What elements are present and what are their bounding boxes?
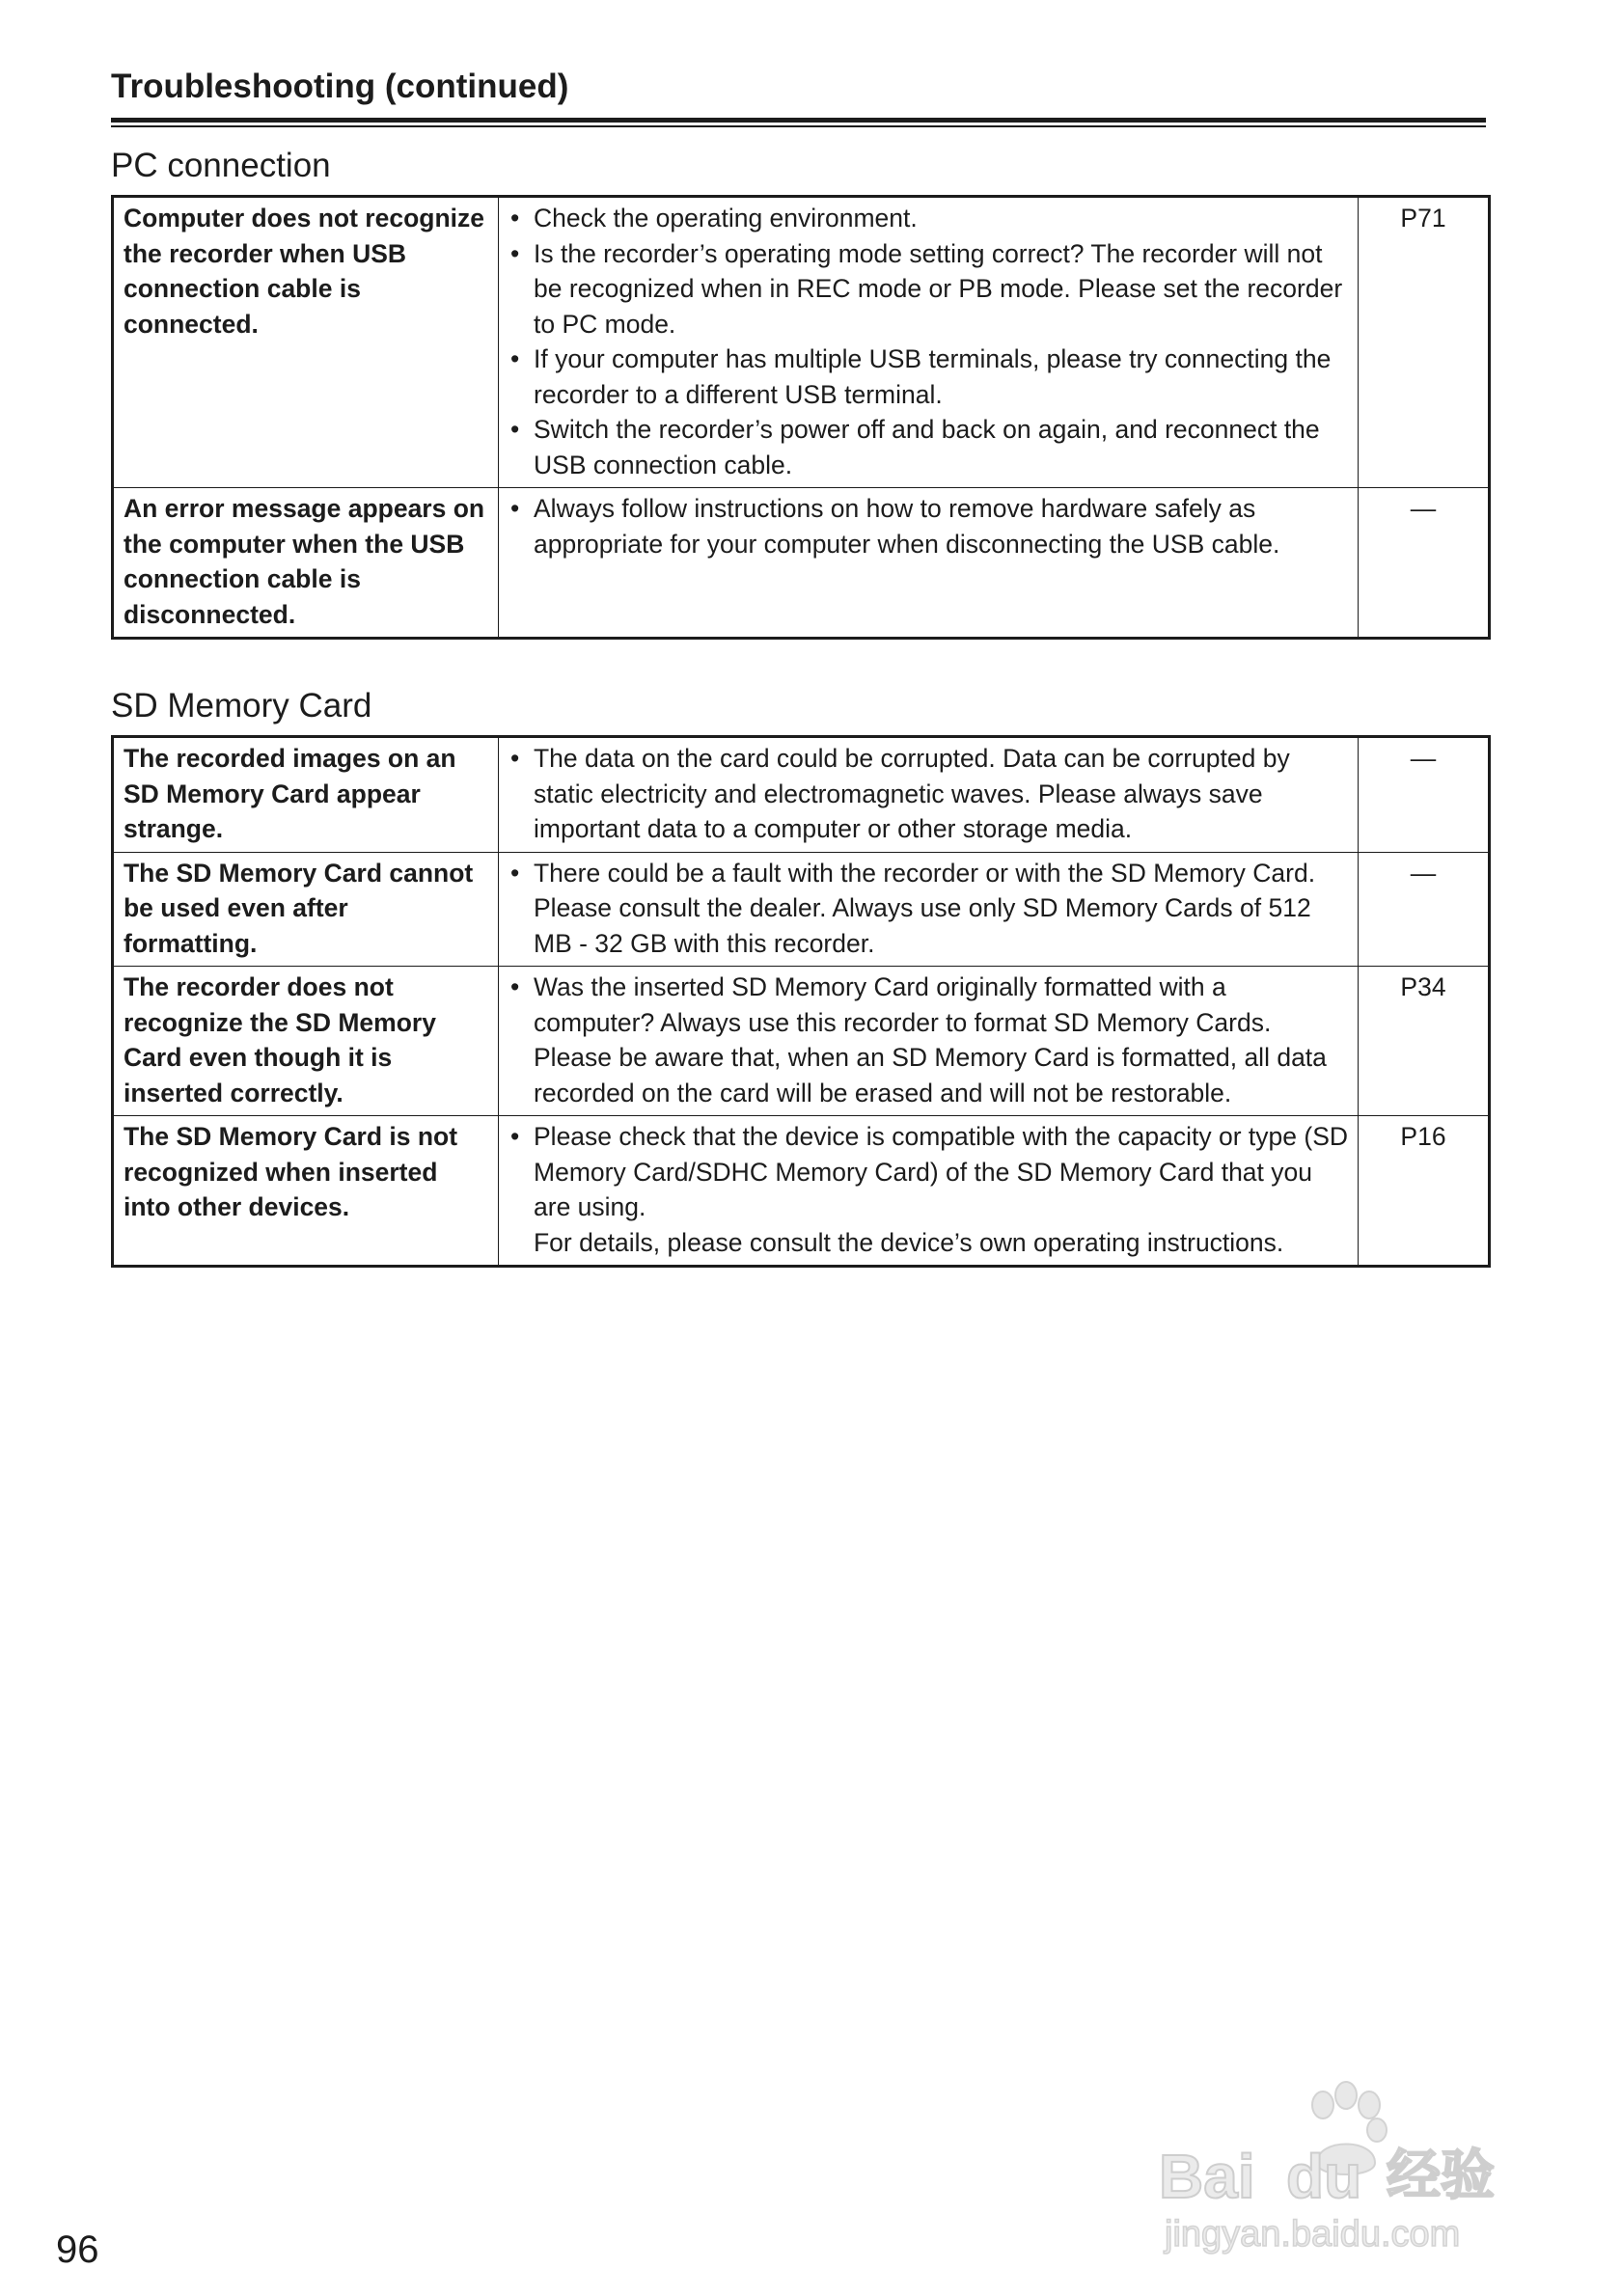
table-row [113, 967, 1490, 1116]
bullet-text: Always follow instructions on how to remove hardware safely as appropriate for your computer when disconnecting the USB cable. [534, 494, 1280, 559]
watermark-url: jingyan.baidu.com [1165, 2214, 1461, 2255]
bullet-icon: • [510, 858, 520, 888]
bullet-icon: • [510, 204, 520, 232]
bullet-item [508, 201, 1348, 236]
page-reference: P34 [1359, 967, 1490, 1116]
watermark-cn: 经验 [1387, 2145, 1495, 2207]
bullet-item [508, 342, 1348, 412]
page-title: Troubleshooting (continued) [111, 68, 569, 105]
page-reference: P16 [1359, 1116, 1490, 1267]
remedy-cell [499, 852, 1359, 967]
section-title: PC connection [111, 147, 331, 184]
section-sd-memory-card [111, 683, 1491, 1268]
bullet-text: Switch the recorder’s power off and back on again, and reconnect the USB connection cable. [534, 415, 1320, 479]
header-rule [111, 118, 1486, 123]
problem-cell: An error message appears on the computer when the USB connection cable is disconnected. [113, 488, 499, 639]
bullet-icon: • [510, 415, 520, 444]
bullet-text: Was the inserted SD Memory Card originally formatted with a computer? Always use this recorder to format SD Memory Cards. Please be aware that, when an SD Memory Card is formatted, all data recorded on the card will be erased and will not be restorable. [534, 972, 1327, 1107]
watermark-brand: Bai [1159, 2142, 1255, 2211]
bullet-item [508, 412, 1348, 482]
remedy-cell [499, 197, 1359, 488]
remedy-cell [499, 737, 1359, 853]
bullet-icon: • [510, 744, 520, 773]
table-row [113, 852, 1490, 967]
page-header [111, 62, 1486, 127]
section-title: SD Memory Card [111, 687, 372, 724]
baidu-watermark [1153, 2074, 1539, 2257]
bullet-icon: • [510, 238, 520, 268]
continuation-text: For details, please consult the device’s own operating instructions. [534, 1227, 1284, 1257]
bullet-item [508, 856, 1348, 962]
bullet-item [508, 491, 1348, 561]
bullet-icon: • [510, 972, 520, 1001]
page-reference: — [1359, 488, 1490, 639]
table-row [113, 197, 1490, 488]
bullet-text: There could be a fault with the recorder or with the SD Memory Card. Please consult the dealer. Always use only SD Memory Cards of 512 MB - 32 GB with this recorder. [534, 858, 1316, 958]
bullet-icon: • [510, 494, 520, 523]
bullet-text: Is the recorder’s operating mode setting correct? The recorder will not be recognized when in REC mode or PB mode. Please set the recorder to PC mode. [534, 238, 1343, 339]
page-reference: — [1359, 737, 1490, 853]
bullet-text: Please check that the device is compatible with the capacity or type (SD Memory Card/SDHC Memory Card) of the SD Memory Card that you are using. [534, 1122, 1349, 1221]
remedy-cell [499, 488, 1359, 639]
bullet-item [508, 236, 1348, 342]
troubleshooting-table [111, 195, 1491, 640]
page-number: 96 [56, 2228, 99, 2271]
bullet-item [508, 741, 1348, 847]
section-pc-connection [111, 143, 1491, 640]
bullet-icon: • [510, 1122, 520, 1151]
problem-cell: The SD Memory Card cannot be used even after formatting. [113, 852, 499, 967]
table-row [113, 1116, 1490, 1267]
remedy-cell [499, 967, 1359, 1116]
page-reference: — [1359, 852, 1490, 967]
problem-cell: Computer does not recognize the recorder when USB connection cable is connected. [113, 197, 499, 488]
table-row [113, 737, 1490, 853]
problem-cell: The SD Memory Card is not recognized when inserted into other devices. [113, 1116, 499, 1267]
watermark-brand-du: du [1286, 2142, 1362, 2211]
remedy-cell [499, 1116, 1359, 1267]
bullet-item [508, 970, 1348, 1110]
troubleshooting-table [111, 735, 1491, 1268]
bullet-text: If your computer has multiple USB terminals, please try connecting the recorder to a different USB terminal. [534, 344, 1332, 409]
header-rule-thin [111, 125, 1486, 127]
problem-cell: The recorded images on an SD Memory Card appear strange. [113, 737, 499, 853]
bullet-item [508, 1119, 1348, 1225]
bullet-text: Check the operating environment. [534, 204, 918, 232]
bullet-text: The data on the card could be corrupted. Data can be corrupted by static electricity and electromagnetic waves. Please always save important data to a computer or other storage media. [534, 744, 1290, 843]
page-reference: P71 [1359, 197, 1490, 488]
table-row [113, 488, 1490, 639]
problem-cell: The recorder does not recognize the SD Memory Card even though it is inserted correctly. [113, 967, 499, 1116]
bullet-icon: • [510, 344, 520, 373]
